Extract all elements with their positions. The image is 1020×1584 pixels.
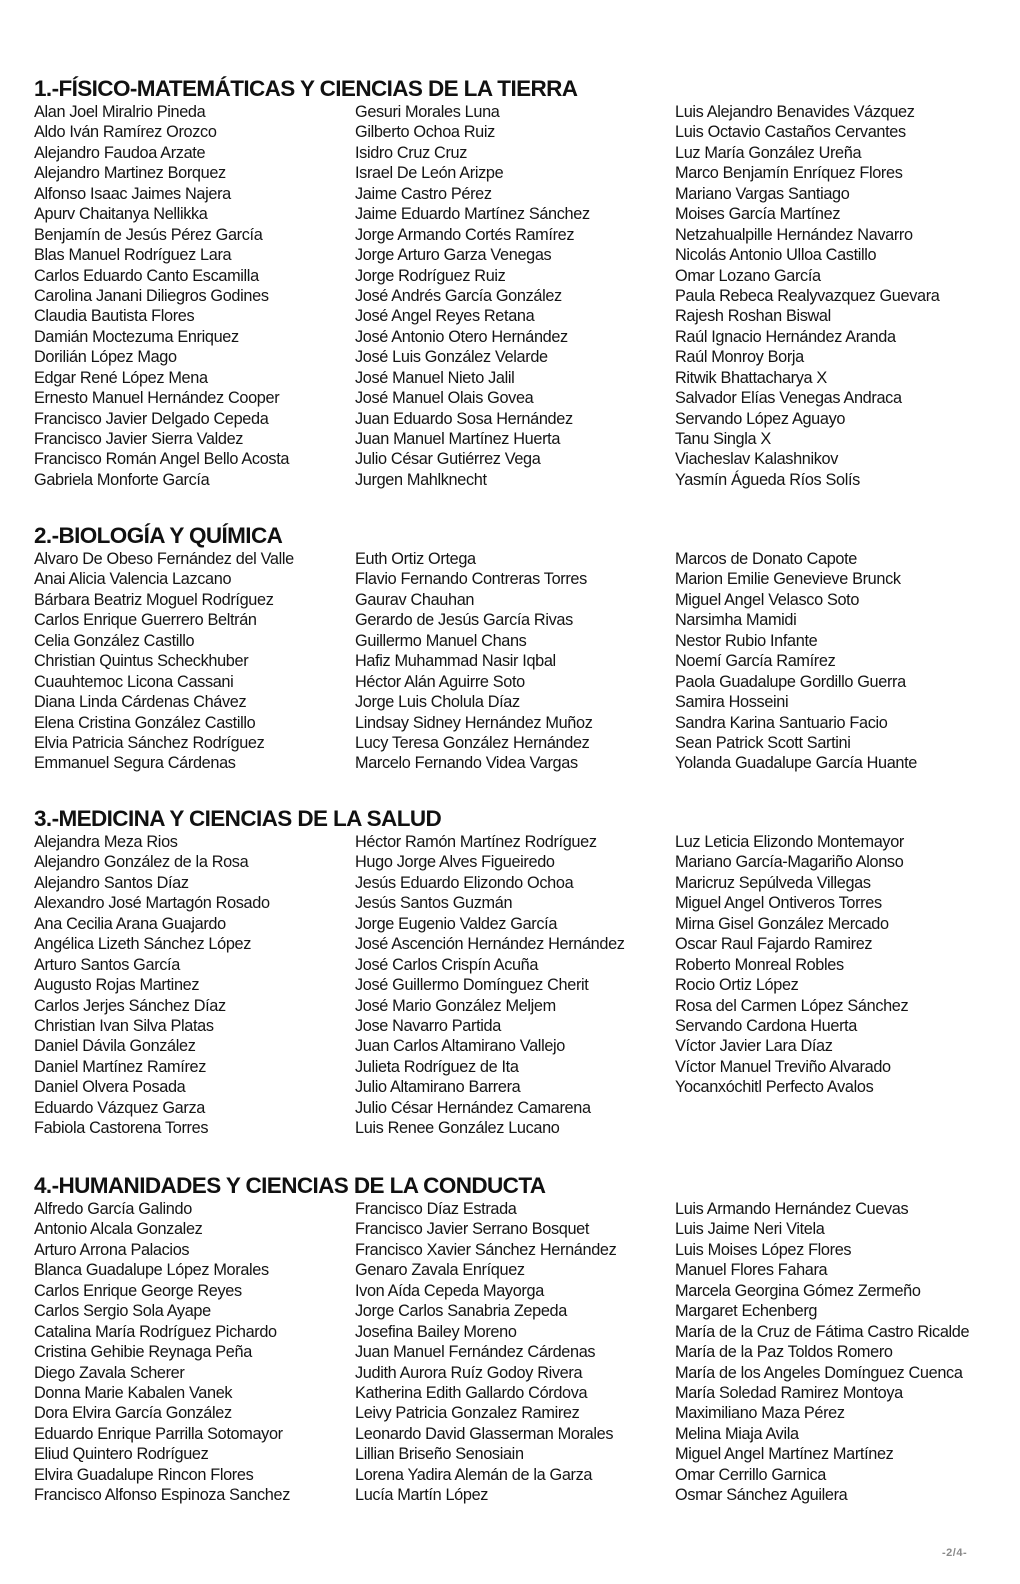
list-item: Francisco Javier Serrano Bosquet (355, 1220, 590, 1239)
list-item: Daniel Olvera Posada (34, 1078, 186, 1097)
list-item: Tanu Singla X (675, 430, 771, 448)
list-item: Víctor Javier Lara Díaz (675, 1037, 833, 1056)
list-item: Diana Linda Cárdenas Chávez (34, 693, 247, 712)
list-item: Jorge Luis Cholula Díaz (355, 693, 520, 712)
list-item: Daniel Martínez Ramírez (34, 1057, 207, 1076)
list-item: Noemí García Ramírez (675, 652, 836, 671)
list-item: José Manuel Nieto Jalil (355, 368, 515, 387)
list-item: Josefina Bailey Moreno (355, 1322, 517, 1341)
list-item: José Luis González Velarde (355, 348, 548, 367)
list-item: Jaime Eduardo Martínez Sánchez (355, 205, 590, 224)
list-item: Marion Emilie Genevieve Brunck (675, 570, 901, 589)
list-item: Jaime Castro Pérez (355, 184, 492, 203)
list-item: Luis Moises López Flores (675, 1240, 852, 1259)
section-humanidades-conducta (34, 1173, 1004, 1505)
list-item: Eliud Quintero Rodríguez (34, 1445, 209, 1464)
list-item: José Carlos Crispín Acuña (355, 955, 539, 974)
list-item: Moises García Martínez (675, 205, 841, 224)
list-item: Yasmín Águeda Ríos Solís (675, 470, 860, 489)
list-item: Antonio Alcala Gonzalez (34, 1220, 203, 1239)
list-item: Víctor Manuel Treviño Alvarado (675, 1057, 891, 1076)
list-item: Marcelo Fernando Videa Vargas (355, 754, 578, 773)
list-item: Francisco Xavier Sánchez Hernández (355, 1240, 617, 1259)
list-item: Luis Jaime Neri Vitela (675, 1220, 825, 1239)
list-item: José Andrés García González (355, 286, 562, 305)
list-item: Isidro Cruz Cruz (355, 143, 468, 162)
list-item: Jesús Santos Guzmán (355, 894, 513, 913)
list-item: Alejandro Faudoa Arzate (34, 143, 206, 162)
list-item: Dora Elvira García González (34, 1404, 232, 1423)
list-item: Roberto Monreal Robles (675, 955, 844, 974)
list-item: Manuel Flores Fahara (675, 1261, 828, 1280)
list-item: Aldo Iván Ramírez Orozco (34, 123, 217, 142)
list-item: José Ascención Hernández Hernández (355, 935, 625, 954)
name-column (34, 832, 364, 1139)
names-columns (34, 102, 1004, 489)
list-item: Jorge Arturo Garza Venegas (355, 246, 552, 265)
list-item: Lucy Teresa González Hernández (355, 733, 590, 752)
list-item: Lorena Yadira Alemán de la Garza (355, 1465, 593, 1484)
list-item: Alejandro González de la Rosa (34, 853, 249, 872)
list-item: Maximiliano Maza Pérez (675, 1404, 845, 1423)
list-item: Jorge Armando Cortés Ramírez (355, 225, 575, 244)
list-item: Blanca Guadalupe López Morales (34, 1261, 269, 1280)
list-item: Jorge Eugenio Valdez García (355, 914, 558, 933)
list-item: Alexandro José Martagón Rosado (34, 894, 270, 913)
list-item: Christian Quintus Scheckhuber (34, 652, 249, 671)
list-item: Luis Renee González Lucano (355, 1119, 560, 1138)
list-item: Luz María González Ureña (675, 143, 862, 162)
list-item: Anai Alicia Valencia Lazcano (34, 570, 232, 589)
names-columns (34, 832, 1004, 1138)
list-item: Flavio Fernando Contreras Torres (355, 570, 587, 589)
list-item: Francisco Javier Sierra Valdez (34, 430, 244, 448)
list-item: María Soledad Ramirez Montoya (675, 1383, 903, 1402)
list-item: Katherina Edith Gallardo Córdova (355, 1383, 588, 1402)
list-item: Carlos Eduardo Canto Escamilla (34, 266, 259, 285)
names-columns (34, 1199, 1004, 1505)
list-item: Rajesh Roshan Biswal (675, 307, 831, 326)
list-item: Julio César Hernández Camarena (355, 1098, 591, 1117)
list-item: Sean Patrick Scott Sartini (675, 733, 851, 752)
list-item: Samira Hosseini (675, 693, 789, 712)
list-item: Jorge Carlos Sanabria Zepeda (355, 1302, 567, 1321)
list-item: Nicolás Antonio Ulloa Castillo (675, 246, 877, 265)
list-item: Daniel Dávila González (34, 1037, 196, 1056)
list-item: Leonardo David Glasserman Morales (355, 1424, 614, 1443)
list-item: Carlos Sergio Sola Ayape (34, 1302, 211, 1321)
list-item: Francisco Javier Delgado Cepeda (34, 409, 269, 428)
list-item: José Guillermo Domínguez Cherit (355, 976, 589, 995)
list-item: Gabriela Monforte García (34, 470, 210, 489)
name-column (355, 549, 685, 774)
list-item: Héctor Ramón Martínez Rodríguez (355, 833, 597, 851)
list-item: Marcela Georgina Gómez Zermeño (675, 1281, 921, 1300)
list-item: Paula Rebeca Realyvazquez Guevara (675, 286, 940, 305)
list-item: Gerardo de Jesús García Rivas (355, 611, 573, 630)
list-item: Rosa del Carmen López Sánchez (675, 996, 909, 1015)
list-item: Lindsay Sidney Hernández Muñoz (355, 713, 593, 732)
name-column (34, 1199, 364, 1506)
list-item: Elena Cristina González Castillo (34, 713, 256, 732)
list-item: Juan Eduardo Sosa Hernández (355, 409, 573, 428)
name-column (34, 102, 364, 490)
list-item: Luis Armando Hernández Cuevas (675, 1200, 909, 1218)
list-item: Francisco Díaz Estrada (355, 1200, 517, 1218)
list-item: Elvia Patricia Sánchez Rodríguez (34, 733, 265, 752)
list-item: Julieta Rodríguez de Ita (355, 1057, 519, 1076)
list-item: Diego Zavala Scherer (34, 1363, 185, 1382)
list-item: Judith Aurora Ruíz Godoy Rivera (355, 1363, 583, 1382)
name-column (675, 549, 1005, 774)
list-item: María de la Paz Toldos Romero (675, 1343, 893, 1362)
list-item: Alvaro De Obeso Fernández del Valle (34, 550, 294, 568)
list-item: Marcos de Donato Capote (675, 550, 858, 568)
list-item: Benjamín de Jesús Pérez García (34, 225, 263, 244)
list-item: Nestor Rubio Infante (675, 631, 818, 650)
list-item: Dorilián López Mago (34, 348, 177, 367)
list-item: Claudia Bautista Flores (34, 307, 195, 326)
section-title: 4.-HUMANIDADES Y CIENCIAS DE LA CONDUCTA (34, 1173, 546, 1198)
list-item: Catalina María Rodríguez Pichardo (34, 1322, 277, 1341)
list-item: Raúl Ignacio Hernández Aranda (675, 327, 896, 346)
list-item: Alejandro Martinez Borquez (34, 164, 226, 183)
list-item: Lucía Martín López (355, 1486, 489, 1505)
list-item: Emmanuel Segura Cárdenas (34, 754, 236, 773)
list-item: Guillermo Manuel Chans (355, 631, 527, 650)
list-item: Rocio Ortiz López (675, 976, 799, 995)
list-item: Yolanda Guadalupe García Huante (675, 754, 918, 773)
list-item: Gilberto Ochoa Ruiz (355, 123, 495, 142)
list-item: Hafiz Muhammad Nasir Iqbal (355, 652, 556, 671)
list-item: Héctor Alán Aguirre Soto (355, 672, 525, 691)
list-item: Francisco Alfonso Espinoza Sanchez (34, 1486, 290, 1505)
list-item: Augusto Rojas Martinez (34, 976, 200, 995)
list-item: Marco Benjamín Enríquez Flores (675, 164, 903, 183)
list-item: Miguel Angel Ontiveros Torres (675, 894, 882, 913)
list-item: Jesús Eduardo Elizondo Ochoa (355, 873, 574, 892)
section-fisico-matematicas (34, 76, 1004, 489)
section-title: 1.-FÍSICO-MATEMÁTICAS Y CIENCIAS DE LA TIERRA (34, 76, 578, 101)
list-item: Elvira Guadalupe Rincon Flores (34, 1465, 254, 1484)
list-item: Melina Miaja Avila (675, 1424, 799, 1443)
list-item: Narsimha Mamidi (675, 611, 797, 630)
list-item: María de la Cruz de Fátima Castro Ricalde (675, 1322, 970, 1341)
list-item: Ernesto Manuel Hernández Cooper (34, 389, 280, 408)
list-item: Fabiola Castorena Torres (34, 1119, 209, 1138)
list-item: Eduardo Enrique Parrilla Sotomayor (34, 1424, 283, 1443)
list-item: Christian Ivan Silva Platas (34, 1016, 214, 1035)
list-item: Jorge Rodríguez Ruiz (355, 266, 506, 285)
list-item: Israel De León Arizpe (355, 164, 504, 183)
names-columns (34, 549, 1004, 773)
list-item: Viacheslav Kalashnikov (675, 450, 839, 469)
list-item: Osmar Sánchez Aguilera (675, 1486, 848, 1505)
list-item: Mariano García-Magariño Alonso (675, 853, 904, 872)
list-item: Ivon Aída Cepeda Mayorga (355, 1281, 544, 1300)
name-column (675, 102, 1005, 490)
name-column (355, 1199, 685, 1506)
list-item: Leivy Patricia Gonzalez Ramirez (355, 1404, 580, 1423)
name-column (355, 102, 685, 490)
list-item: Yocanxóchitl Perfecto Avalos (675, 1078, 874, 1097)
list-item: José Angel Reyes Retana (355, 307, 535, 326)
list-item: José Mario González Meljem (355, 996, 556, 1015)
page-number: -2/4- (942, 1547, 968, 1559)
section-biologia-quimica (34, 523, 1004, 773)
list-item: Francisco Román Angel Bello Acosta (34, 450, 290, 469)
list-item: Arturo Santos García (34, 955, 180, 974)
section-medicina-salud (34, 806, 1004, 1138)
list-item: Juan Manuel Martínez Huerta (355, 430, 561, 448)
list-item: Omar Lozano García (675, 266, 821, 285)
name-column (34, 549, 364, 774)
list-item: Luis Alejandro Benavides Vázquez (675, 103, 915, 121)
list-item: Bárbara Beatriz Moguel Rodríguez (34, 590, 274, 609)
list-item: Salvador Elías Venegas Andraca (675, 389, 902, 408)
list-item: Angélica Lizeth Sánchez López (34, 935, 252, 954)
list-item: Hugo Jorge Alves Figueiredo (355, 853, 555, 872)
list-item: Ana Cecilia Arana Guajardo (34, 914, 226, 933)
list-item: Luis Octavio Castaños Cervantes (675, 123, 906, 142)
list-item: Apurv Chaitanya Nellikka (34, 205, 208, 224)
list-item: Servando López Aguayo (675, 409, 846, 428)
list-item: Alfonso Isaac Jaimes Najera (34, 184, 231, 203)
list-item: Alejandra Meza Rios (34, 833, 178, 851)
list-item: Maricruz Sepúlveda Villegas (675, 873, 871, 892)
list-item: Donna Marie Kabalen Vanek (34, 1383, 233, 1402)
list-item: Carlos Enrique George Reyes (34, 1281, 242, 1300)
list-item: José Manuel Olais Govea (355, 389, 534, 408)
list-item: Gaurav Chauhan (355, 590, 475, 609)
name-column (355, 832, 685, 1139)
list-item: Jurgen Mahlknecht (355, 470, 487, 489)
list-item: María de los Angeles Domínguez Cuenca (675, 1363, 963, 1382)
list-item: Damián Moctezuma Enriquez (34, 327, 239, 346)
list-item: Netzahualpille Hernández Navarro (675, 225, 913, 244)
list-item: Euth Ortiz Ortega (355, 550, 476, 568)
list-item: Paola Guadalupe Gordillo Guerra (675, 672, 906, 691)
list-item: Sandra Karina Santuario Facio (675, 713, 888, 732)
list-item: Ritwik Bhattacharya X (675, 368, 827, 387)
list-item: Oscar Raul Fajardo Ramirez (675, 935, 873, 954)
list-item: Eduardo Vázquez Garza (34, 1098, 205, 1117)
list-item: Omar Cerrillo Garnica (675, 1465, 826, 1484)
list-item: Juan Carlos Altamirano Vallejo (355, 1037, 566, 1056)
name-column (675, 1199, 1005, 1506)
list-item: Alejandro Santos Díaz (34, 873, 189, 892)
section-title: 3.-MEDICINA Y CIENCIAS DE LA SALUD (34, 806, 442, 831)
list-item: Celia González Castillo (34, 631, 195, 650)
list-item: Cristina Gehibie Reynaga Peña (34, 1343, 252, 1362)
list-item: Julio Altamirano Barrera (355, 1078, 521, 1097)
list-item: Alan Joel Miralrio Pineda (34, 103, 206, 121)
list-item: Miguel Angel Velasco Soto (675, 590, 860, 609)
list-item: Mariano Vargas Santiago (675, 184, 850, 203)
list-item: Juan Manuel Fernández Cárdenas (355, 1343, 596, 1362)
list-item: José Antonio Otero Hernández (355, 327, 568, 346)
list-item: Alfredo García Galindo (34, 1200, 192, 1218)
list-item: Carlos Enrique Guerrero Beltrán (34, 611, 257, 630)
list-item: Gesuri Morales Luna (355, 103, 500, 121)
list-item: Miguel Angel Martínez Martínez (675, 1445, 894, 1464)
list-item: Edgar René López Mena (34, 368, 208, 387)
list-item: Genaro Zavala Enríquez (355, 1261, 525, 1280)
list-item: Raúl Monroy Borja (675, 348, 804, 367)
list-item: Julio César Gutiérrez Vega (355, 450, 541, 469)
list-item: Jose Navarro Partida (355, 1016, 501, 1035)
list-item: Luz Leticia Elizondo Montemayor (675, 833, 904, 851)
name-column (675, 832, 1005, 1098)
list-item: Margaret Echenberg (675, 1302, 818, 1321)
list-item: Blas Manuel Rodríguez Lara (34, 246, 232, 265)
list-item: Cuauhtemoc Licona Cassani (34, 672, 234, 691)
section-title: 2.-BIOLOGÍA Y QUÍMICA (34, 523, 283, 548)
list-item: Arturo Arrona Palacios (34, 1240, 190, 1259)
list-item: Lillian Briseño Senosiain (355, 1445, 524, 1464)
list-item: Servando Cardona Huerta (675, 1016, 858, 1035)
list-item: Mirna Gisel González Mercado (675, 914, 889, 933)
list-item: Carlos Jerjes Sánchez Díaz (34, 996, 226, 1015)
list-item: Carolina Janani Diliegros Godines (34, 286, 269, 305)
